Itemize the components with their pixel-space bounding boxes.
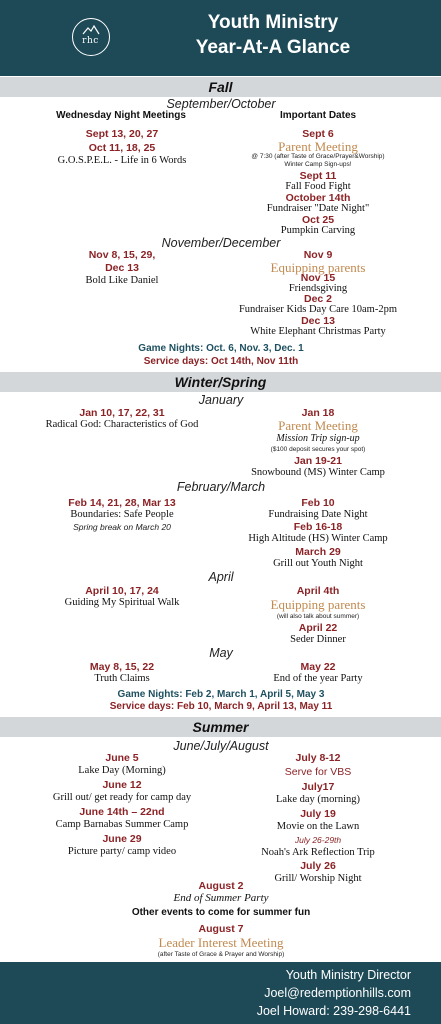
event-name: Pumpkin Carving: [280, 225, 356, 236]
event-name: Equipping parents: [270, 597, 366, 612]
meeting-dates: April 10, 17, 24: [85, 585, 159, 597]
series-title: Bold Like Daniel: [85, 275, 159, 286]
event-name: Grill out/ get ready for camp day: [52, 792, 192, 803]
event-note: @ 7:30 (after Taste of Grace/Prayer&Worship): [251, 153, 385, 160]
service-days: Service days: Oct 14th, Nov 11th: [143, 356, 299, 367]
event-date: July 26-29th: [294, 835, 342, 845]
event-name: Camp Barnabas Summer Camp: [55, 819, 189, 830]
event-date: August 2: [198, 880, 244, 892]
event-name: Leader Interest Meeting: [158, 935, 284, 950]
event-date: Feb 10: [301, 497, 335, 509]
meeting-dates: Dec 13: [105, 262, 139, 274]
section-fall-header: Fall: [0, 77, 441, 97]
event-date: March 29: [295, 546, 341, 558]
event-date: Sept 11: [299, 170, 337, 182]
series-title: Guiding My Spiritual Walk: [64, 597, 180, 608]
meeting-dates: Jan 10, 17, 22, 31: [79, 407, 165, 419]
event-name: Friendsgiving: [288, 283, 348, 294]
month-heading: June/July/August: [173, 739, 269, 753]
month-heading: February/March: [176, 480, 266, 494]
event-name: Lake day (morning): [276, 794, 360, 805]
contact-role: Youth Ministry Director: [285, 968, 411, 982]
event-name: Picture party/ camp video: [67, 846, 177, 857]
event-date: July 26: [300, 860, 336, 872]
column-heading-left: Wednesday Night Meetings: [56, 110, 186, 121]
event-name: Grill out Youth Night: [273, 558, 363, 569]
meeting-dates: Sept 13, 20, 27: [85, 128, 159, 140]
event-date: April 22: [298, 622, 338, 634]
page-title: [158, 10, 388, 60]
event-name: Movie on the Lawn: [276, 821, 360, 832]
title-line-1: Youth Ministry: [207, 12, 339, 33]
event-note: ($100 deposit secures your spot): [270, 446, 366, 453]
event-name: Fundraiser "Date Night": [266, 203, 370, 214]
event-date: June 12: [102, 779, 142, 791]
section-winter-spring-header: Winter/Spring: [0, 372, 441, 392]
event-date: Nov 15: [300, 272, 336, 284]
event-date: June 5: [105, 752, 139, 764]
event-date: August 7: [198, 923, 244, 935]
month-heading: January: [198, 393, 244, 407]
event-name: Fundraising Date Night: [268, 509, 368, 520]
event-date: Dec 13: [301, 315, 335, 327]
series-title: G.O.S.P.E.L. - Life in 6 Words: [57, 155, 187, 166]
event-name: Snowbound (MS) Winter Camp: [251, 467, 385, 478]
event-name: Parent Meeting: [278, 139, 358, 154]
event-date: Nov 9: [303, 249, 333, 261]
event-name: Serve for VBS: [284, 766, 352, 778]
service-days: Service days: Feb 10, March 9, April 13, May 11: [109, 701, 333, 712]
event-name: End of Summer Party: [173, 892, 269, 904]
event-name: Fall Food Fight: [285, 181, 351, 192]
month-heading: April: [208, 570, 234, 584]
event-name: Equipping parents: [270, 260, 366, 275]
event-date: May 22: [300, 661, 336, 673]
series-title: Boundaries: Safe People: [70, 509, 174, 520]
game-nights: Game Nights: Oct. 6, Nov. 3, Dec. 1: [138, 343, 304, 354]
game-nights: Game Nights: Feb 2, March 1, April 5, May 3: [117, 689, 325, 700]
event-note: Winter Camp Sign-ups!: [284, 161, 352, 168]
event-note: (after Taste of Grace & Prayer and Worship): [157, 951, 285, 958]
event-date: Sept 6: [302, 128, 334, 140]
event-name: Noah's Ark Reflection Trip: [261, 847, 375, 858]
month-heading: November/December: [161, 236, 281, 250]
section-summer-header: Summer: [0, 717, 441, 737]
event-date: Feb 16-18: [293, 521, 343, 533]
meeting-dates: May 8, 15, 22: [89, 661, 155, 673]
event-date: July 8-12: [295, 752, 341, 764]
summer-note: Other events to come for summer fun: [131, 907, 311, 918]
event-date: October 14th: [285, 192, 351, 204]
event-date: July 19: [300, 808, 336, 820]
series-note: Spring break on March 20: [73, 522, 171, 532]
logo-text: rhc: [82, 36, 99, 46]
contact-phone[interactable]: Joel Howard: 239-298-6441: [256, 1004, 411, 1018]
event-name: White Elephant Christmas Party: [250, 326, 386, 337]
event-date: Oct 25: [301, 214, 335, 226]
event-name: Parent Meeting: [278, 418, 358, 433]
month-heading: September/October: [166, 97, 276, 111]
event-date: July17: [301, 781, 335, 793]
mountain-icon: [82, 25, 100, 35]
event-name: Fundraiser Kids Day Care 10am-2pm: [238, 304, 398, 315]
event-note: (will also talk about summer): [276, 613, 360, 620]
event-date: Jan 19-21: [294, 455, 342, 467]
column-heading-right: Important Dates: [279, 110, 357, 121]
meeting-dates: Oct 11, 18, 25: [88, 142, 156, 154]
contact-email[interactable]: Joel@redemptionhills.com: [264, 986, 411, 1000]
header-banner: [0, 0, 441, 76]
event-date: April 4th: [296, 585, 340, 597]
event-name: Lake Day (Morning): [78, 765, 166, 776]
event-date: June 29: [102, 833, 142, 845]
meeting-dates: Nov 8, 15, 29,: [88, 249, 156, 261]
footer-contact: [0, 962, 441, 1024]
event-name: End of the year Party: [273, 673, 363, 684]
event-date: Jan 18: [301, 407, 335, 419]
event-subtitle: Mission Trip sign-up: [276, 433, 360, 444]
event-name: High Altitude (HS) Winter Camp: [248, 533, 388, 544]
title-line-2: Year-At-A Glance: [195, 37, 351, 58]
church-logo: [72, 18, 110, 56]
series-title: Truth Claims: [94, 673, 150, 684]
event-name: Seder Dinner: [290, 634, 346, 645]
series-title: Radical God: Characteristics of God: [45, 419, 199, 430]
event-name: Grill/ Worship Night: [274, 873, 362, 884]
month-heading: May: [209, 646, 233, 660]
event-date: Dec 2: [303, 293, 333, 305]
meeting-dates: Feb 14, 21, 28, Mar 13: [68, 497, 176, 509]
event-date: June 14th – 22nd: [79, 806, 165, 818]
